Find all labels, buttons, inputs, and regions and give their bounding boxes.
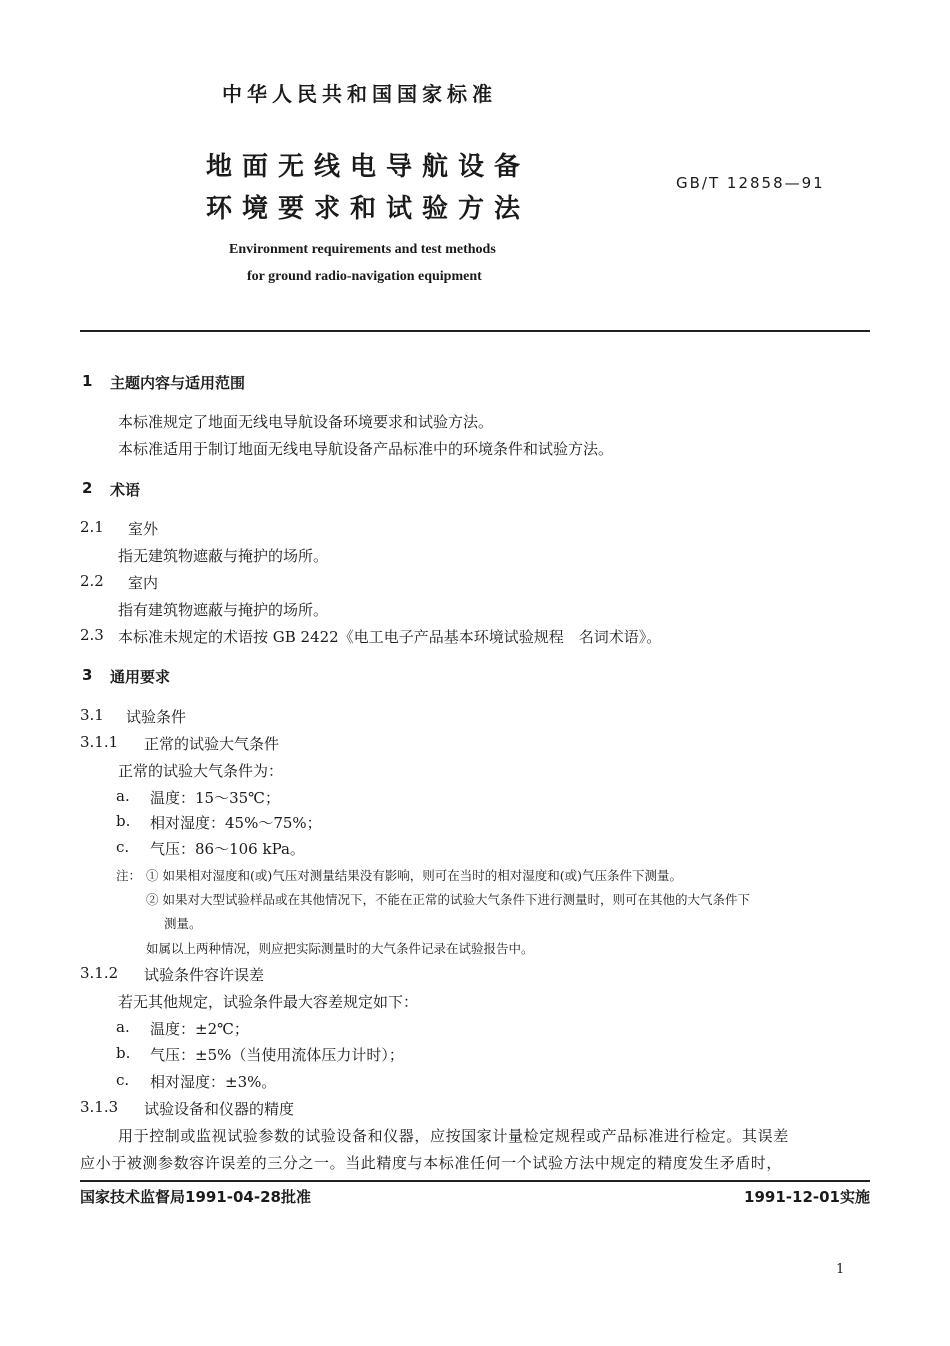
english-title-line2: for ground radio-navigation equipment xyxy=(247,269,482,284)
list-item: 气压：86～106 kPa。 xyxy=(150,840,305,858)
section-title: 通用要求 xyxy=(110,668,171,686)
definition: 指无建筑物遮蔽与掩护的场所。 xyxy=(118,547,329,565)
list-label: c. xyxy=(116,838,130,856)
list-item: 相对湿度：±3%。 xyxy=(150,1073,277,1091)
list-item: 相对湿度：45%～75%； xyxy=(150,814,322,832)
clause-title: 正常的试验大气条件 xyxy=(144,735,280,753)
page-number: 1 xyxy=(836,1262,845,1277)
list-label: a. xyxy=(116,1018,130,1036)
document-title-line1: 地面无线电导航设备 xyxy=(206,152,531,182)
paragraph-continuation: 应小于被测参数容许误差的三分之一。当此精度与本标准任何一个试验方法中规定的精度发生矛盾时， xyxy=(80,1154,783,1172)
list-item: 温度：±2℃； xyxy=(150,1020,249,1038)
section-number: 1 xyxy=(82,372,93,390)
effective-date: 1991-12-01实施 xyxy=(744,1188,870,1206)
list-label: a. xyxy=(116,787,130,805)
note-label: 注： xyxy=(116,868,142,883)
note-item: ① 如果相对湿度和(或)气压对测量结果没有影响，则可在当时的相对湿度和(或)气压条件下测量。 xyxy=(146,868,682,883)
section-number: 3 xyxy=(82,666,93,684)
clause-number: 2.1 xyxy=(80,518,104,536)
section-title: 术语 xyxy=(110,481,141,499)
standard-code: GB/T 12858—91 xyxy=(676,174,825,192)
note-item: 如属以上两种情况，则应把实际测量时的大气条件记录在试验报告中。 xyxy=(146,941,534,956)
list-item: 气压：±5%（当使用流体压力计时）； xyxy=(150,1046,404,1064)
clause-text: 本标准未规定的术语按 GB 2422《电工电子产品基本环境试验规程 名词术语》。 xyxy=(118,628,662,646)
clause-number: 3.1.2 xyxy=(80,964,119,982)
clause-title: 试验条件 xyxy=(126,708,187,726)
document-title-line2: 环境要求和试验方法 xyxy=(206,194,531,224)
term: 室外 xyxy=(128,520,159,538)
clause-number: 3.1.1 xyxy=(80,733,119,751)
paragraph: 用于控制或监视试验参数的试验设备和仪器，应按国家计量检定规程或产品标准进行检定。其误差 xyxy=(118,1127,789,1145)
note-item: ② 如果对大型试验样品或在其他情况下，不能在正常的试验大气条件下进行测量时，则可在其他的大气条件下 xyxy=(146,892,750,907)
national-standard-heading: 中华人民共和国国家标准 xyxy=(222,82,497,106)
paragraph: 本标准规定了地面无线电导航设备环境要求和试验方法。 xyxy=(118,413,494,431)
paragraph: 本标准适用于制订地面无线电导航设备产品标准中的环境条件和试验方法。 xyxy=(118,440,614,458)
clause-title: 试验设备和仪器的精度 xyxy=(144,1100,295,1118)
footer-divider xyxy=(80,1180,870,1182)
header-divider xyxy=(80,330,870,332)
list-label: b. xyxy=(116,1044,131,1062)
clause-title: 试验条件容许误差 xyxy=(144,966,265,984)
section-number: 2 xyxy=(82,479,93,497)
clause-number: 2.2 xyxy=(80,572,104,590)
term: 室内 xyxy=(128,574,159,592)
section-title: 主题内容与适用范围 xyxy=(110,374,246,392)
clause-number: 3.1 xyxy=(80,706,104,724)
clause-number: 2.3 xyxy=(80,626,104,644)
list-label: c. xyxy=(116,1071,130,1089)
list-item: 温度：15～35℃； xyxy=(150,789,280,807)
approval-date: 国家技术监督局1991-04-28批准 xyxy=(80,1188,311,1206)
definition: 指有建筑物遮蔽与掩护的场所。 xyxy=(118,601,329,619)
clause-number: 3.1.3 xyxy=(80,1098,119,1116)
paragraph: 正常的试验大气条件为： xyxy=(118,762,284,780)
paragraph: 若无其他规定，试验条件最大容差规定如下： xyxy=(118,993,419,1011)
list-label: b. xyxy=(116,812,131,830)
note-item-continuation: 测量。 xyxy=(164,916,202,931)
english-title-line1: Environment requirements and test methods xyxy=(229,242,496,257)
